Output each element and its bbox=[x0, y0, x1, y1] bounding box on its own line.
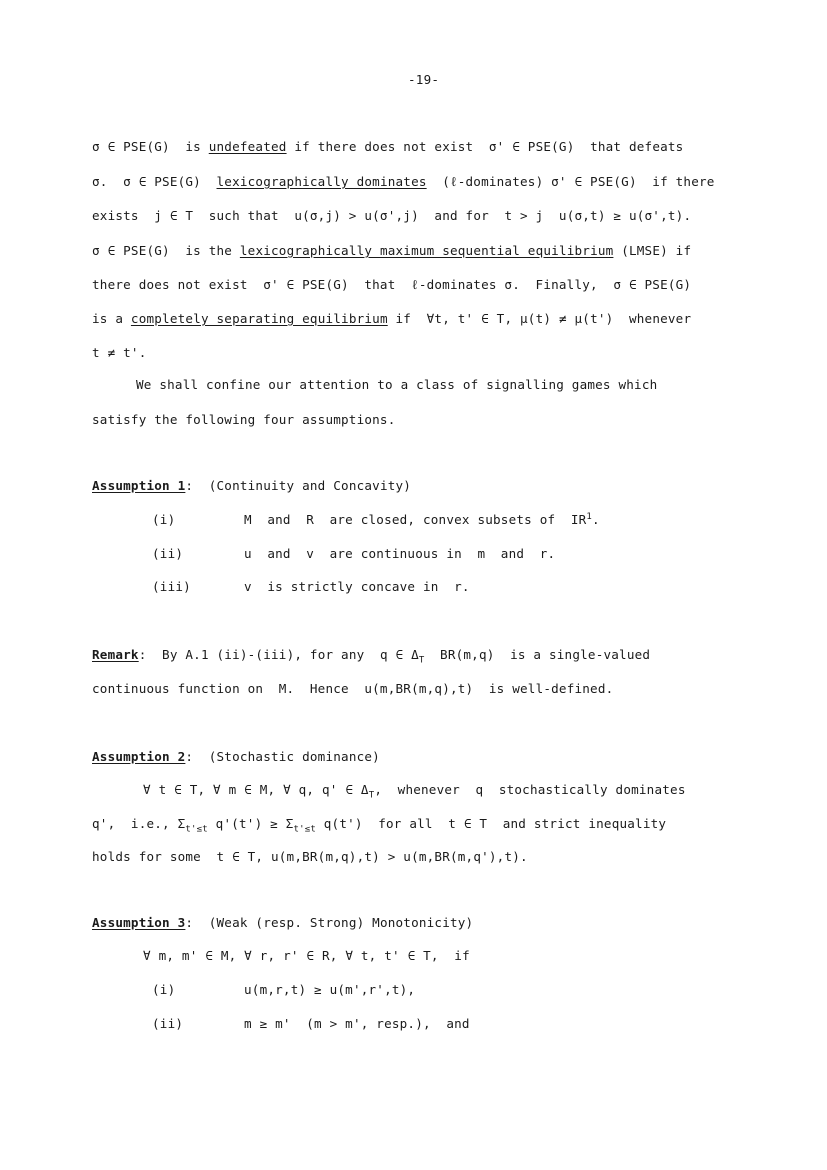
superscript: 1 bbox=[586, 511, 593, 522]
assumption-1-item-text bbox=[244, 512, 600, 528]
assumption-1-heading bbox=[92, 478, 411, 494]
page-number: -19- bbox=[408, 72, 440, 87]
assumption-2-subtitle: : (Stochastic dominance) bbox=[185, 749, 380, 764]
definition-line-7: t ≠ t'. bbox=[92, 345, 147, 360]
assumption-2-heading bbox=[92, 749, 380, 765]
assumption-2-line-1 bbox=[143, 782, 686, 801]
text: q'(t') ≥ Σ bbox=[207, 816, 294, 831]
text: ∀ t ∈ T, ∀ m ∈ M, ∀ q, q' ∈ Δ bbox=[143, 782, 369, 797]
text: . bbox=[592, 512, 600, 527]
assumption-3-item-label: (ii) bbox=[152, 1016, 184, 1031]
text: (LMSE) if bbox=[613, 243, 692, 258]
term-undefeated: undefeated bbox=[208, 139, 287, 154]
text: , whenever q stochastically dominates bbox=[374, 782, 686, 797]
term-lmse: lexicographically maximum sequential equilibrium bbox=[239, 243, 614, 258]
text: (ℓ-dominates) σ' ∈ PSE(G) if there bbox=[426, 174, 715, 189]
assumption-2-line-3: holds for some t ∈ T, u(m,BR(m,q),t) > u(m,BR(m,q'),t). bbox=[92, 849, 528, 864]
subscript: T bbox=[418, 655, 425, 666]
text: : By A.1 (ii)-(iii), for any q ∈ Δ bbox=[138, 647, 419, 662]
definition-line-3: exists j ∈ T such that u(σ,j) > u(σ',j) and for t > j u(σ,t) ≥ u(σ',t). bbox=[92, 208, 692, 223]
definition-line-5: there does not exist σ' ∈ PSE(G) that ℓ-dominates σ. Finally, σ ∈ PSE(G) bbox=[92, 277, 692, 292]
assumption-1-item-label: (iii) bbox=[152, 579, 191, 594]
assumption-1-subtitle: : (Continuity and Concavity) bbox=[185, 478, 412, 493]
definition-line-2 bbox=[92, 174, 715, 190]
assumption-3-subtitle: : (Weak (resp. Strong) Monotonicity) bbox=[185, 915, 474, 930]
subscript: t'≤t bbox=[293, 824, 316, 835]
intro-line-2: satisfy the following four assumptions. bbox=[92, 412, 396, 427]
text: σ ∈ PSE(G) is bbox=[92, 139, 209, 154]
assumption-2-title: Assumption 2 bbox=[92, 749, 186, 764]
assumption-3-item-label: (i) bbox=[152, 982, 176, 997]
subscript: T bbox=[368, 790, 375, 801]
assumption-1-item-text: u and v are continuous in m and r. bbox=[244, 546, 556, 561]
assumption-1-title: Assumption 1 bbox=[92, 478, 186, 493]
remark-line-1 bbox=[92, 647, 651, 666]
definition-line-6 bbox=[92, 311, 691, 327]
text: q', i.e., Σ bbox=[92, 816, 186, 831]
subscript: t'≤t bbox=[185, 824, 208, 835]
intro-line-1: We shall confine our attention to a class of signalling games which bbox=[136, 377, 658, 392]
assumption-1-item-label: (i) bbox=[152, 512, 176, 527]
text: BR(m,q) is a single-valued bbox=[424, 647, 651, 662]
assumption-3-item-text: m ≥ m' (m > m', resp.), and bbox=[244, 1016, 470, 1031]
assumption-3-item-text: u(m,r,t) ≥ u(m',r',t), bbox=[244, 982, 416, 997]
assumption-3-title: Assumption 3 bbox=[92, 915, 186, 930]
text: if there does not exist σ' ∈ PSE(G) that defeats bbox=[286, 139, 684, 154]
remark-title: Remark bbox=[92, 647, 139, 662]
term-completely-separating: completely separating equilibrium bbox=[130, 311, 388, 326]
text: q(t') for all t ∈ T and strict inequality bbox=[315, 816, 667, 831]
definition-line-1 bbox=[92, 139, 683, 155]
assumption-1-item-label: (ii) bbox=[152, 546, 184, 561]
assumption-3-heading bbox=[92, 915, 473, 931]
definition-line-4 bbox=[92, 243, 691, 259]
remark-line-2: continuous function on M. Hence u(m,BR(m,q),t) is well-defined. bbox=[92, 681, 614, 696]
text: M and R are closed, convex subsets of IR bbox=[244, 512, 587, 527]
text: σ ∈ PSE(G) is the bbox=[92, 243, 240, 258]
term-lexicographically-dominates: lexicographically dominates bbox=[216, 174, 427, 189]
text: is a bbox=[92, 311, 131, 326]
assumption-1-item-text: v is strictly concave in r. bbox=[244, 579, 470, 594]
assumption-2-line-2 bbox=[92, 816, 667, 835]
text: if ∀t, t' ∈ T, μ(t) ≠ μ(t') whenever bbox=[387, 311, 692, 326]
text: σ. σ ∈ PSE(G) bbox=[92, 174, 217, 189]
assumption-3-line-1: ∀ m, m' ∈ M, ∀ r, r' ∈ R, ∀ t, t' ∈ T, if bbox=[143, 948, 470, 963]
